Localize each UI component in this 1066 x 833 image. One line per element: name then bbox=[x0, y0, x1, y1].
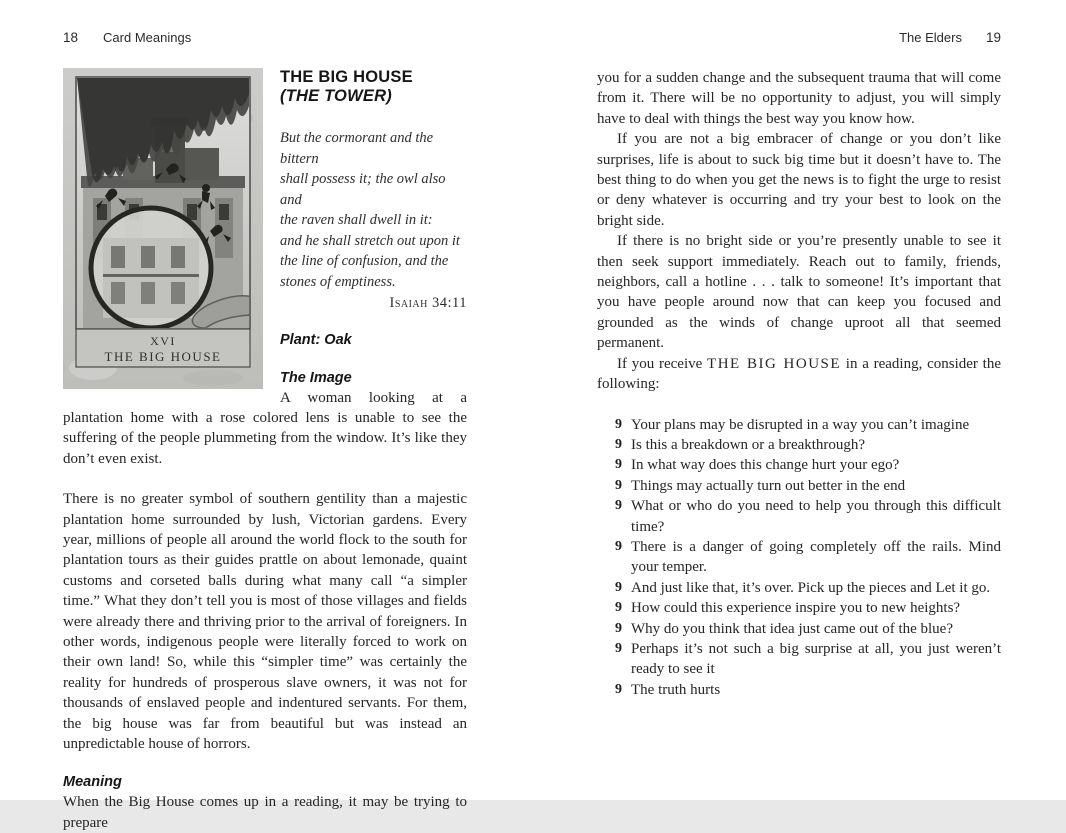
list-item bbox=[597, 496, 1001, 537]
epigraph-line: stones of emptiness. bbox=[280, 273, 396, 290]
list-item-text: In what way does this change hurt your ego? bbox=[631, 457, 900, 474]
list-item bbox=[597, 578, 1001, 598]
card-numeral: XVI bbox=[150, 334, 176, 348]
list-item bbox=[597, 619, 1001, 639]
list-item bbox=[597, 435, 1001, 455]
left-page-number: 18 bbox=[63, 30, 79, 45]
body-paragraph: If there is no bright side or you’re presently unable to see it then seek support immediately. Reach out to family, friends, neighbors, call a hotline . . . talk to someone! It’s important that you have people around now that can keep you focused and grounded as the winds of change uproot all that seemed permanent. bbox=[597, 233, 1001, 352]
list-item bbox=[597, 455, 1001, 475]
meaning-heading: Meaning bbox=[63, 774, 122, 791]
right-page-content bbox=[597, 68, 1001, 700]
list-item-text: How could this experience inspire you to new heights? bbox=[631, 600, 961, 617]
right-running-head bbox=[597, 30, 1001, 46]
list-item bbox=[597, 537, 1001, 578]
plant-heading: Plant: Oak bbox=[280, 331, 352, 348]
ornament-bullet: 9 bbox=[615, 538, 622, 554]
list-item-text: Why do you think that idea just came out of the blue? bbox=[631, 620, 954, 637]
list-item-text: Perhaps it’s not such a big surprise at all, you just weren’t ready to see it bbox=[631, 640, 1001, 678]
list-item-text: Things may actually turn out better in the end bbox=[631, 477, 906, 494]
right-page bbox=[597, 30, 1001, 700]
ornament-bullet: 9 bbox=[615, 498, 622, 514]
meaning-paragraph: When the Big House comes up in a reading, it may be trying to prepare bbox=[63, 794, 467, 831]
left-running-head bbox=[63, 30, 467, 46]
ornament-bullet: 9 bbox=[615, 477, 622, 493]
ornament-bullet: 9 bbox=[615, 416, 622, 432]
consideration-list bbox=[597, 415, 1001, 701]
list-item bbox=[597, 476, 1001, 496]
card-title-heading: THE BIG HOUSE bbox=[280, 68, 413, 86]
ornament-bullet: 9 bbox=[615, 620, 622, 636]
ornament-bullet: 9 bbox=[615, 436, 622, 452]
ornament-bullet: 9 bbox=[615, 640, 622, 656]
body-paragraph: you for a sudden change and the subsequent trauma that will come from it. There will be no opportunity to adjust, you will simply have to deal with things the best way you know how. bbox=[597, 70, 1001, 127]
list-item-text: Is this a breakdown or a breakthrough? bbox=[631, 436, 866, 453]
body-paragraph-receive bbox=[597, 354, 1001, 395]
epigraph-line: shall possess it; the owl also and bbox=[280, 171, 446, 208]
body-paragraph: If you are not a big embracer of change or you don’t like surprises, life is about to suck big time but it doesn’t have to. The best thing to do when you get the news is to fight the urge to resist or deny whatever is occurring and try your best to look on the bright side. bbox=[597, 131, 1001, 229]
image-paragraph: A woman looking at a plantation home with a rose colored lens is unable to see the suffering of the people plummeting from the window. It’s like they don’t even exist. bbox=[63, 389, 467, 467]
card-name-inline: THE BIG HOUSE bbox=[707, 355, 842, 372]
list-item bbox=[597, 639, 1001, 680]
body-paragraph: There is no greater symbol of southern gentility than a majestic plantation home surrounded by lush, Victorian gardens. Every year, millions of people all around the world flock to the south for plantation tours as their guides prattle on about lemonade, quaint customs and corseted balls during what many call “a simpler time.” What they don’t tell you is most of those villages and fields were already there and thriving prior to the arrival of foreigners. In other words, indigenous people were literally forced to work on their own land! So, while this “simpler time” was certainly the reality for hundreds of prosperous slave owners, it was not for thousands of enslaved people and indentured servants. For them, the big house was far from beautiful but was instead an unpredictable house of horrors. bbox=[63, 491, 467, 752]
epigraph-attribution: Isaiah 34:11 bbox=[389, 295, 467, 311]
list-item-text: There is a danger of going completely off the rails. Mind your temper. bbox=[631, 538, 1001, 576]
epigraph-line: the line of confusion, and the bbox=[280, 253, 449, 269]
card-image bbox=[63, 68, 263, 389]
left-page-content bbox=[63, 68, 467, 833]
list-item-text: What or who do you need to help you through this difficult time? bbox=[631, 498, 1001, 535]
receive-text-after: in a reading, consider the following: bbox=[597, 355, 1001, 393]
ornament-bullet: 9 bbox=[615, 681, 622, 697]
epigraph-line: But the cormorant and the bittern bbox=[280, 130, 434, 167]
list-item bbox=[597, 680, 1001, 700]
card-subtitle-heading: (THE TOWER) bbox=[280, 87, 392, 105]
right-page-number: 19 bbox=[985, 30, 1001, 45]
left-page bbox=[63, 30, 467, 833]
list-item bbox=[597, 598, 1001, 618]
image-heading: The Image bbox=[280, 369, 352, 386]
list-item-text: The truth hurts bbox=[631, 681, 721, 698]
epigraph-line: and he shall stretch out upon it bbox=[280, 232, 460, 249]
left-running-head-title: Card Meanings bbox=[103, 30, 192, 45]
ornament-bullet: 9 bbox=[615, 579, 622, 595]
ornament-bullet: 9 bbox=[615, 600, 622, 616]
card-caption: THE BIG HOUSE bbox=[104, 349, 222, 364]
receive-text-before: If you receive bbox=[617, 355, 708, 372]
epigraph-line: the raven shall dwell in it: bbox=[280, 212, 433, 228]
tarot-card-illustration bbox=[63, 68, 263, 389]
ornament-bullet: 9 bbox=[615, 457, 622, 473]
right-running-head-title: The Elders bbox=[899, 30, 962, 45]
list-item bbox=[597, 415, 1001, 435]
list-item-text: Your plans may be disrupted in a way you can’t imagine bbox=[631, 416, 970, 433]
list-item-text: And just like that, it’s over. Pick up the pieces and Let it go. bbox=[631, 579, 991, 596]
